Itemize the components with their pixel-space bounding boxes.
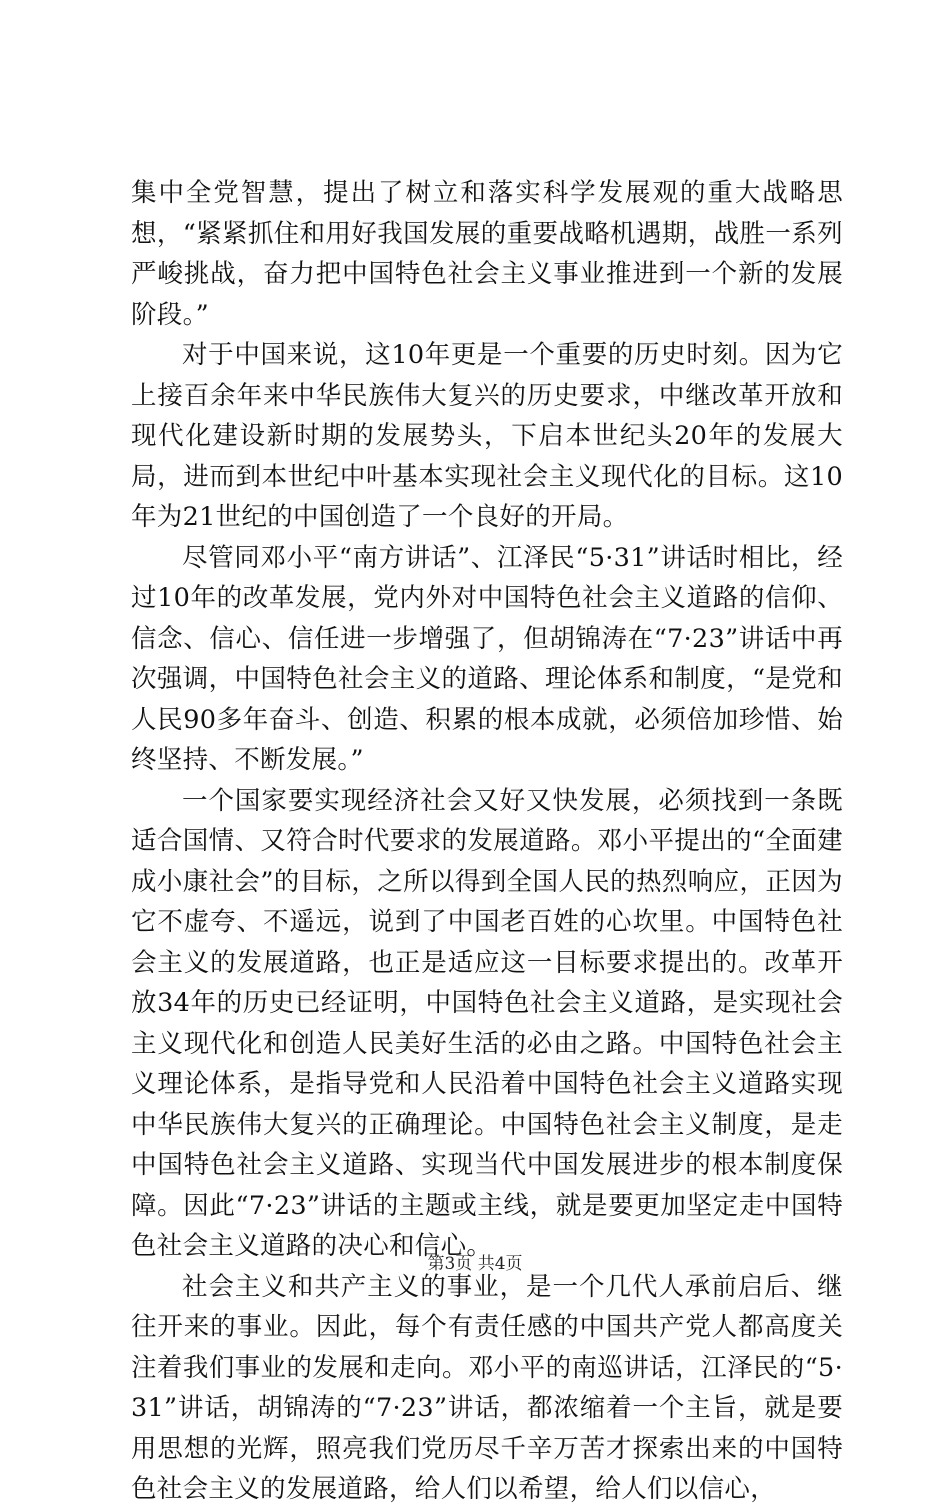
document-body [131,173,843,1510]
paragraph-3: 尽管同邓小平“南方讲话”、江泽民“5·31”讲话时相比，经过10年的改革发展，党内外对中国特色社会主义道路的信仰、信念、信心、信任进一步增强了，但胡锦涛在“7·23”讲话中再次强调，中国特色社会主义的道路、理论体系和制度，“是党和人民90多年奋斗、创造、积累的根本成就，必须倍加珍惜、始终坚持、不断发展。” [131,542,843,775]
paragraph-4: 一个国家要实现经济社会又好又快发展，必须找到一条既适合国情、又符合时代要求的发展道路。邓小平提出的“全面建成小康社会”的目标，之所以得到全国人民的热烈响应，正因为它不虚夸、不遥远，说到了中国老百姓的心坎里。中国特色社会主义的发展道路，也正是适应这一目标要求提出的。改革开放34年的历史已经证明，中国特色社会主义道路，是实现社会主义现代化和创造人民美好生活的必由之路。中国特色社会主义理论体系，是指导党和人民沿着中国特色社会主义道路实现中华民族伟大复兴的正确理论。中国特色社会主义制度，是走中国特色社会主义道路、实现当代中国发展进步的根本制度保障。因此“7·23”讲话的主题或主线，就是要更加坚定走中国特色社会主义道路的决心和信心。 [131,785,843,1261]
paragraph-2: 对于中国来说，这10年更是一个重要的历史时刻。因为它上接百余年来中华民族伟大复兴的历史要求，中继改革开放和现代化建设新时期的发展势头，下启本世纪头20年的发展大局，进而到本世纪中叶基本实现社会主义现代化的目标。这10年为21世纪的中国创造了一个良好的开局。 [131,340,843,532]
page-number-footer: 第3页 共4页 [427,1254,523,1274]
paragraph-5: 社会主义和共产主义的事业，是一个几代人承前启后、继往开来的事业。因此，每个有责任感的中国共产党人都高度关注着我们事业的发展和走向。邓小平的南巡讲话，江泽民的“5·31”讲话，胡锦涛的“7·23”讲话，都浓缩着一个主旨，就是要用思想的光辉，照亮我们党历尽千辛万苦才探索出来的中国特色社会主义的发展道路，给人们以希望，给人们以信心， [131,1271,843,1504]
paragraph-1: 集中全党智慧，提出了树立和落实科学发展观的重大战略思想，“紧紧抓住和用好我国发展的重要战略机遇期，战胜一系列严峻挑战，奋力把中国特色社会主义事业推进到一个新的发展阶段。” [131,178,843,330]
